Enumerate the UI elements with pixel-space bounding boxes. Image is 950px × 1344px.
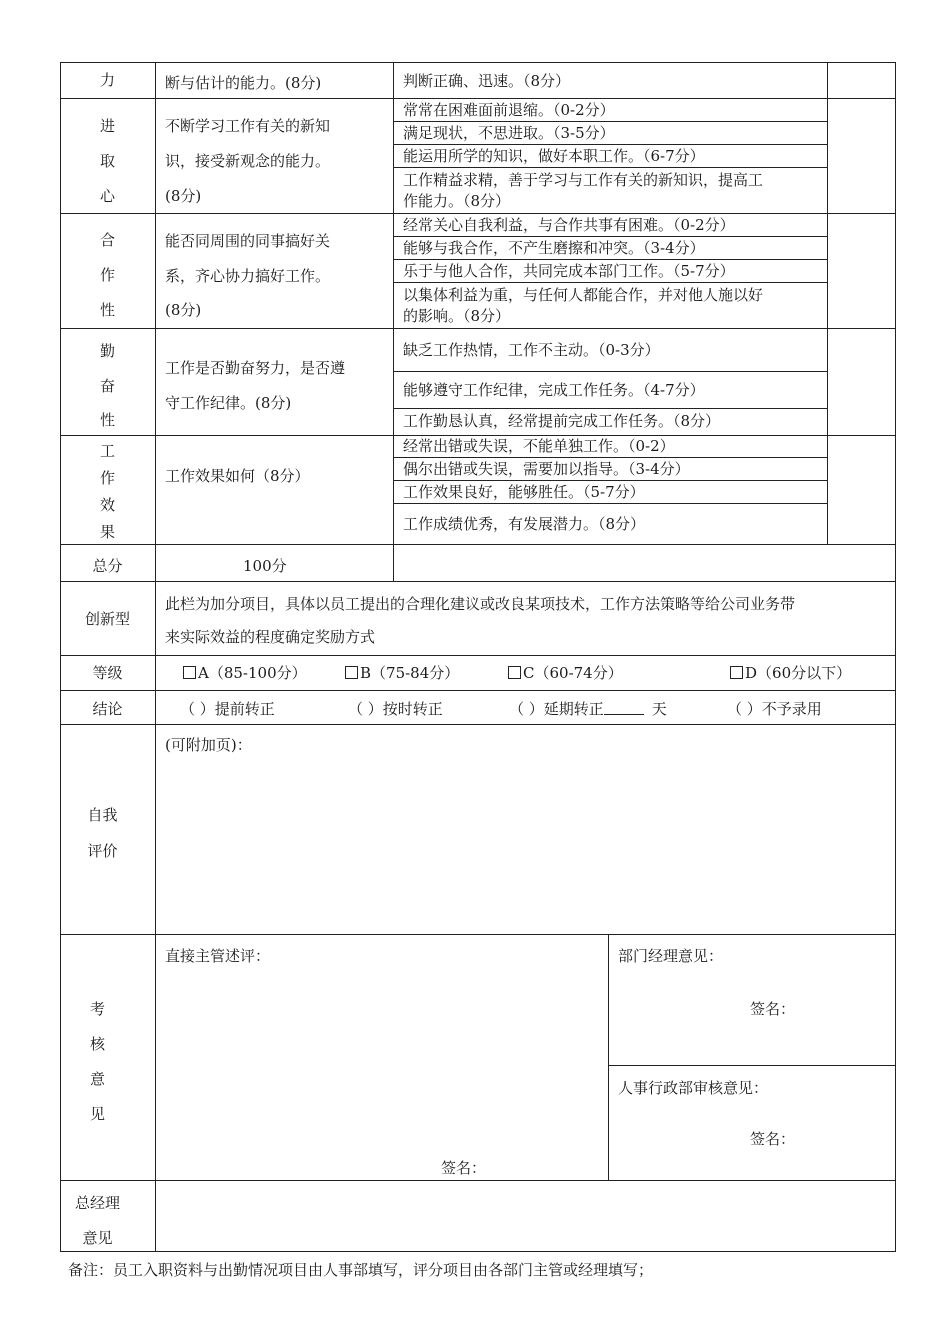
- judgment-description: 断与估计的能力。(8分): [165, 74, 322, 92]
- total-value: 100分: [243, 557, 287, 575]
- supervisor-signature[interactable]: 签名：: [441, 1159, 487, 1177]
- checkbox-icon[interactable]: [730, 666, 743, 679]
- cooperation-criterion: 的影响。（8分）: [403, 307, 511, 325]
- cooperation-criterion: 经常关心自我利益，与合作共事有困难。（0-2分）: [403, 216, 735, 234]
- supervisor-comment-label: 直接主管述评：: [165, 947, 271, 965]
- review-label-char: 意: [89, 1070, 105, 1088]
- days-unit: 天: [651, 700, 667, 718]
- cooperation-label-char: 合: [99, 231, 115, 249]
- initiative-criterion: 能运用所学的知识，做好本职工作。（6-7分）: [403, 147, 705, 165]
- hr-review-label: 人事行政部审核意见：: [618, 1079, 769, 1097]
- diligence-criterion: 能够遵守工作纪律，完成工作任务。（4-7分）: [403, 381, 705, 399]
- conclusion-not-hired[interactable]: （ ）不予录用: [727, 700, 822, 718]
- gm-opinion-area[interactable]: [156, 1181, 894, 1250]
- checkbox-icon[interactable]: [345, 666, 358, 679]
- grade-option-c[interactable]: C（60-74分）: [508, 663, 623, 683]
- footnote: 备注：员工入职资料与出勤情况项目由人事部填写，评分项目由各部门主管或经理填写；: [68, 1261, 654, 1279]
- initiative-criterion: 工作精益求精，善于学习与工作有关的新知识，提高工: [403, 171, 764, 189]
- judgment-label: 力: [99, 71, 115, 89]
- hr-signature[interactable]: 签名：: [750, 1130, 796, 1148]
- conclusion-on-time-regular[interactable]: （ ）按时转正: [348, 700, 443, 718]
- diligence-label-char: 性: [99, 411, 115, 429]
- diligence-criterion: 工作勤恳认真，经常提前完成工作任务。（8分）: [403, 412, 721, 430]
- conclusion-label: 结论: [92, 700, 123, 718]
- diligence-description-line: 守工作纪律。(8分): [165, 394, 292, 412]
- initiative-criterion: 常常在困难面前退缩。（0-2分）: [403, 101, 615, 119]
- innovation-text-line: 来实际效益的程度确定奖励方式: [165, 628, 376, 646]
- cooperation-criterion: 乐于与他人合作，共同完成本部门工作。（5-7分）: [403, 262, 735, 280]
- diligence-label-char: 奋: [99, 377, 115, 395]
- results-criterion: 工作成绩优秀，有发展潜力。（8分）: [403, 515, 646, 533]
- cooperation-criterion: 能够与我合作，不产生磨擦和冲突。（3-4分）: [403, 239, 705, 257]
- gm-label-line: 总经理: [74, 1194, 120, 1212]
- initiative-criterion: 作能力。（8分）: [403, 192, 511, 210]
- results-label-char: 作: [99, 469, 115, 487]
- initiative-description-line: 识，接受新观念的能力。: [165, 152, 331, 170]
- cooperation-description-line: (8分): [165, 301, 202, 319]
- initiative-criterion: 满足现状，不思进取。（3-5分）: [403, 124, 615, 142]
- conclusion-extend-probation[interactable]: （ ）延期转正 天: [509, 700, 667, 718]
- grade-option-a[interactable]: A（85-100分）: [183, 663, 307, 683]
- initiative-label-char: 心: [99, 187, 115, 205]
- cooperation-label-char: 作: [99, 266, 115, 284]
- judgment-criterion: 判断正确、迅速。（8分）: [403, 72, 571, 90]
- grade-label: 等级: [92, 664, 123, 682]
- cooperation-description-line: 能否同周围的同事搞好关: [165, 232, 331, 250]
- results-criterion: 经常出错或失误，不能单独工作。（0-2）: [403, 437, 675, 455]
- total-label: 总分: [92, 557, 123, 575]
- innovation-label: 创新型: [84, 610, 130, 628]
- diligence-criterion: 缺乏工作热情，工作不主动。（0-3分）: [403, 341, 660, 359]
- results-description: 工作效果如何（8分）: [165, 467, 310, 485]
- initiative-description-line: 不断学习工作有关的新知: [165, 117, 331, 135]
- initiative-label-char: 进: [99, 117, 115, 135]
- review-label-char: 见: [89, 1105, 105, 1123]
- dept-manager-signature[interactable]: 签名：: [750, 1000, 796, 1018]
- checkbox-icon[interactable]: [183, 666, 196, 679]
- self-eval-input-area[interactable]: [156, 760, 894, 932]
- results-criterion: 偶尔出错或失误，需要加以指导。（3-4分）: [403, 460, 690, 478]
- self-eval-label-line: 自我: [87, 806, 118, 824]
- dept-manager-opinion-label: 部门经理意见：: [618, 947, 724, 965]
- gm-label-line: 意见: [82, 1229, 113, 1247]
- initiative-label-char: 取: [99, 152, 115, 170]
- self-eval-label-line: 评价: [87, 842, 118, 860]
- grade-option-b[interactable]: B（75-84分）: [345, 663, 459, 683]
- cooperation-description-line: 系，齐心协力搞好工作。: [165, 267, 331, 285]
- results-label-char: 工: [99, 442, 115, 460]
- extension-days-blank[interactable]: [604, 700, 644, 715]
- results-criterion: 工作效果良好，能够胜任。（5-7分）: [403, 483, 645, 501]
- cooperation-criterion: 以集体利益为重，与任何人都能合作，并对他人施以好: [403, 286, 764, 304]
- results-label-char: 效: [99, 496, 115, 514]
- review-label-char: 核: [89, 1035, 105, 1053]
- supervisor-comment-area[interactable]: [156, 970, 606, 1150]
- results-label-char: 果: [99, 523, 115, 541]
- initiative-description-line: (8分): [165, 187, 202, 205]
- innovation-text-line: 此栏为加分项目，具体以员工提出的合理化建议或改良某项技术，工作方法策略等给公司业务带: [165, 595, 796, 613]
- diligence-label-char: 勤: [99, 342, 115, 360]
- self-eval-note: (可附加页)：: [165, 736, 252, 754]
- conclusion-early-regular[interactable]: （ ）提前转正: [180, 700, 275, 718]
- review-label-char: 考: [89, 1000, 105, 1018]
- grade-option-d[interactable]: D（60分以下）: [730, 663, 851, 683]
- diligence-description-line: 工作是否勤奋努力，是否遵: [165, 359, 346, 377]
- cooperation-label-char: 性: [99, 301, 115, 319]
- checkbox-icon[interactable]: [508, 666, 521, 679]
